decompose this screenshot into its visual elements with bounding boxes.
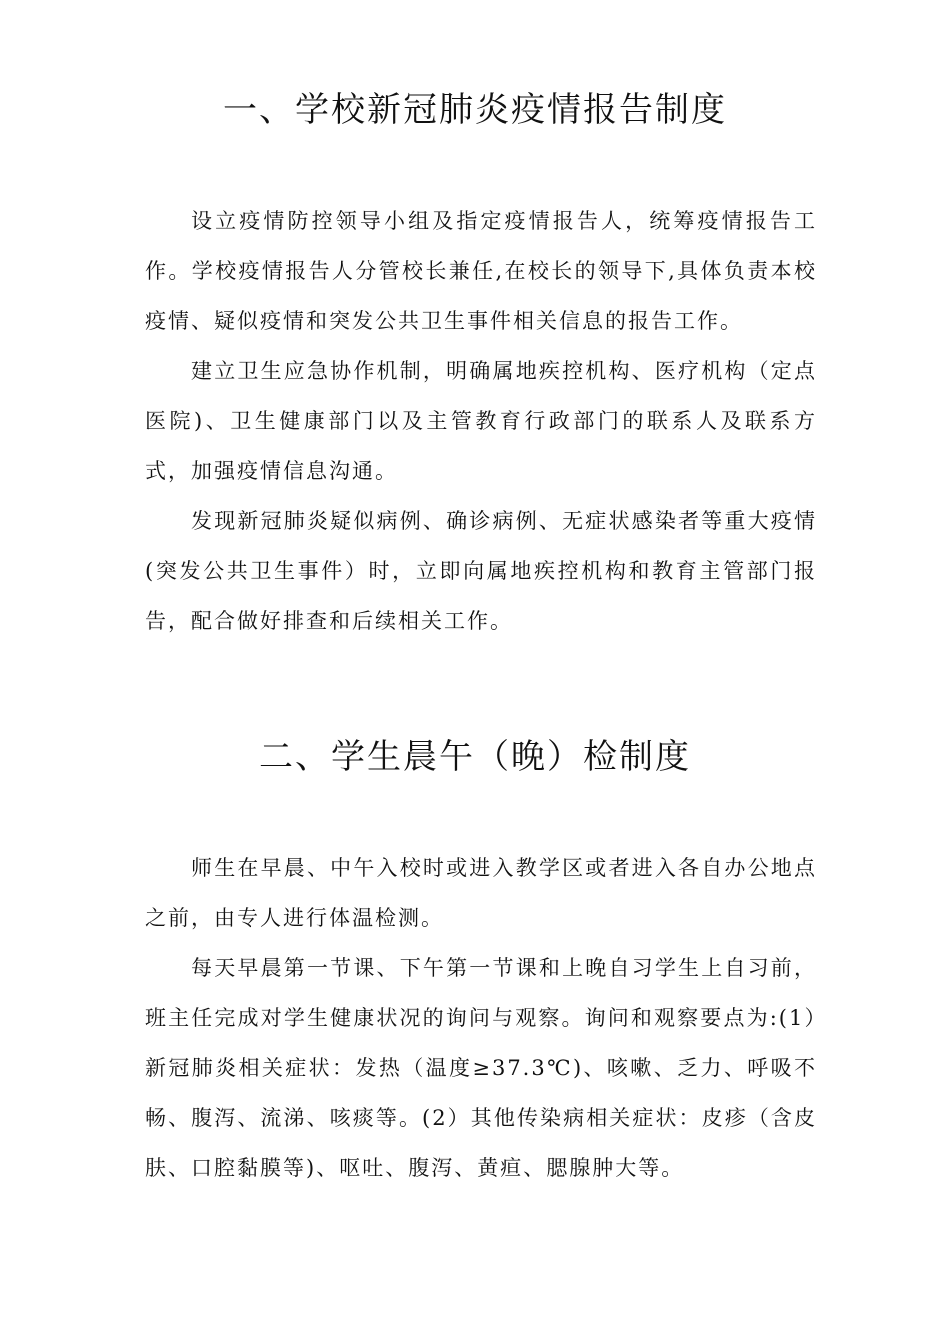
section1-body	[145, 196, 817, 646]
section2-body	[145, 843, 817, 1193]
section1-paragraph-2: 建立卫生应急协作机制，明确属地疾控机构、医疗机构（定点医院)、卫生健康部门以及主管教育行政部门的联系人及联系方式，加强疫情信息沟通。	[145, 359, 817, 483]
section2-heading: 二、学生晨午（晚）检制度	[259, 737, 691, 777]
section1-paragraph-1: 设立疫情防控领导小组及指定疫情报告人，统筹疫情报告工作。学校疫情报告人分管校长兼任,在校长的领导下,具体负责本校疫情、疑似疫情和突发公共卫生事件相关信息的报告工作。	[145, 209, 817, 333]
section2-paragraph-1: 师生在早晨、中午入校时或进入教学区或者进入各自办公地点之前，由专人进行体温检测。	[145, 856, 817, 930]
section1-paragraph-3: 发现新冠肺炎疑似病例、确诊病例、无症状感染者等重大疫情(突发公共卫生事件）时，立即向属地疾控机构和教育主管部门报告，配合做好排查和后续相关工作。	[145, 509, 817, 633]
section1-heading: 一、学校新冠肺炎疫情报告制度	[223, 90, 727, 130]
section2-paragraph-2: 每天早晨第一节课、下午第一节课和上晚自习学生上自习前，班主任完成对学生健康状况的询问与观察。询问和观察要点为:(1）新冠肺炎相关症状：发热（温度≥37.3℃)、咳嗽、乏力、呼吸不畅、腹泻、流涕、咳痰等。(2）其他传染病相关症状：皮疹（含皮肤、口腔黏膜等)、呕吐、腹泻、黄疸、腮腺肿大等。	[145, 956, 817, 1180]
